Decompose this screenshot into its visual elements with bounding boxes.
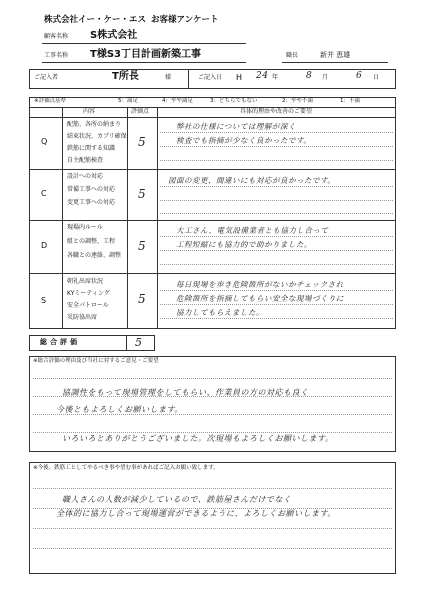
row-s-item: 災防協出席	[67, 314, 98, 321]
row-c-item: 常備工事への対応	[67, 186, 116, 193]
criteria-3: 3：どちらでもない	[210, 98, 258, 104]
request-section	[29, 462, 396, 574]
row-c-code: C	[41, 189, 47, 198]
row-c-score: 5	[138, 187, 147, 201]
row-q-item: 自主配筋検査	[67, 157, 104, 164]
date-era: H	[236, 73, 243, 82]
row-q-comment: 弊社の仕様については理解が深く	[176, 122, 296, 131]
opinion-line: 今後ともよろしくお願いします。	[56, 405, 183, 414]
opinion-guide	[33, 432, 392, 433]
project-name: T様S3丁目計画新築工事	[90, 49, 201, 60]
criteria-2: 2：やや不満	[282, 98, 313, 104]
opinion-label: ※総合評価の理由及び当社に対するご意見・ご要望	[33, 358, 159, 364]
request-line: 全体的に協力し合って現場運営ができるように、よろしくお願いします。	[56, 509, 336, 518]
respondent-label: ご記入者	[34, 74, 59, 81]
row-separator-3	[29, 273, 396, 274]
opinion-line: いろいろとありがとうございました。次現場もよろしくお願いします。	[62, 434, 334, 443]
row-s-item: 朝礼出席状況	[67, 278, 104, 285]
row-d-item: 組との調整、工程	[67, 238, 116, 245]
row-d-guide	[160, 236, 393, 237]
date-year: 24	[256, 71, 269, 81]
row-s-item: 安全パトロール	[67, 302, 109, 309]
header-reason: 具体的理由や改善のご要望	[240, 108, 313, 115]
row-q-item: 配筋、各所の納まり	[67, 121, 122, 128]
row-d-code: D	[41, 241, 48, 250]
row-separator-1	[29, 169, 396, 170]
customer-name: S株式会社	[90, 30, 138, 41]
overall-label: 総合評価	[40, 338, 80, 346]
overall-divider	[126, 335, 127, 351]
row-c-item: 変更工事への対応	[67, 199, 116, 206]
row-q-guide	[160, 146, 393, 147]
criteria-1: 1：不満	[340, 98, 360, 104]
col-divider-code	[62, 107, 63, 329]
row-d-guide	[160, 250, 393, 251]
company-name: 株式会社イー・ケー・エス	[44, 15, 147, 25]
col-divider-content	[127, 107, 128, 329]
row-c-guide	[160, 213, 393, 214]
row-q-guide	[160, 132, 393, 133]
project-label: 工事名称	[44, 52, 69, 59]
opinion-line: 協調性をもって現場管理をしてもらい、作業員の方の対応も良く	[62, 388, 309, 397]
manager-underline	[282, 62, 388, 63]
request-guide	[33, 548, 392, 549]
manager-label: 職長	[286, 52, 299, 59]
date-day-unit: 日	[373, 74, 380, 81]
request-line: 職人さんの人数が減少しているので、鉄筋屋さんだけでなく	[62, 495, 292, 504]
request-guide	[33, 528, 392, 529]
row-d-guide	[160, 264, 393, 265]
row-c-guide	[160, 200, 393, 201]
header-score: 評価点	[131, 108, 150, 115]
date-month-unit: 月	[322, 74, 329, 81]
row-s-comment: 毎日現場を歩き危険箇所がないかチェックされ	[176, 280, 344, 289]
header-row-bottom	[29, 117, 396, 118]
criteria-4: 4：やや満足	[162, 98, 193, 104]
respondent-honorific: 様	[165, 74, 172, 81]
row-d-comment: 工程短縮にも協力的で助かりました。	[176, 240, 312, 249]
row-q-guide	[160, 160, 393, 161]
row-q-item: 結束状況、カブリ確保	[67, 133, 127, 140]
opinion-guide	[33, 378, 392, 379]
respondent-name: T所長	[112, 71, 139, 82]
request-guide	[33, 488, 392, 489]
overall-score: 5	[135, 336, 143, 349]
row-c-comment: 図面の変更、間違いにも対応が良かったです。	[168, 176, 336, 185]
project-underline	[42, 62, 246, 63]
criteria-5: 5：満足	[118, 98, 138, 104]
respondent-divider	[188, 69, 189, 89]
form-title: お客様アンケート	[151, 15, 219, 25]
row-d-score: 5	[138, 239, 147, 253]
row-c-guide	[160, 186, 393, 187]
row-s-item: KYミーティング	[67, 290, 110, 297]
row-d-comment: 大工さん、電気設備業者とも協力し合って	[176, 226, 329, 235]
row-s-guide	[160, 290, 393, 291]
row-q-comment: 検査でも指摘が少なく良かったです。	[176, 136, 312, 145]
date-label: ご記入日	[198, 74, 223, 81]
date-month: 8	[306, 71, 313, 81]
row-s-code: S	[41, 296, 47, 305]
row-c-item: 設計への対応	[67, 173, 104, 180]
customer-underline	[42, 43, 246, 44]
customer-label: 顧客名称	[44, 33, 69, 40]
row-d-item: 各職との連絡、調整	[67, 252, 122, 259]
request-label: ※今後、鉄筋工としてやるべき事や望む事があればご記入お願い致します。	[33, 465, 219, 471]
row-separator-2	[29, 220, 396, 221]
manager-name: 新井 恵雄	[320, 51, 351, 59]
row-s-score: 5	[138, 292, 147, 306]
row-s-guide	[160, 304, 393, 305]
date-year-unit: 年	[272, 74, 279, 81]
row-s-comment: 協力してもらえました。	[176, 308, 264, 317]
opinion-guide	[33, 414, 392, 415]
row-q-code: Q	[41, 137, 48, 146]
row-s-guide	[160, 318, 393, 319]
row-q-item: 鉄筋に関する知識	[67, 145, 116, 152]
row-q-score: 5	[138, 135, 147, 149]
col-divider-score	[157, 107, 158, 329]
date-day: 6	[356, 71, 363, 81]
criteria-label: ※評価点基準	[34, 98, 67, 104]
header-content: 内容	[83, 108, 96, 115]
row-s-comment: 危険箇所を指摘してもらい安全な現場づくりに	[176, 294, 344, 303]
row-d-item: 現場内ルール	[67, 224, 103, 231]
